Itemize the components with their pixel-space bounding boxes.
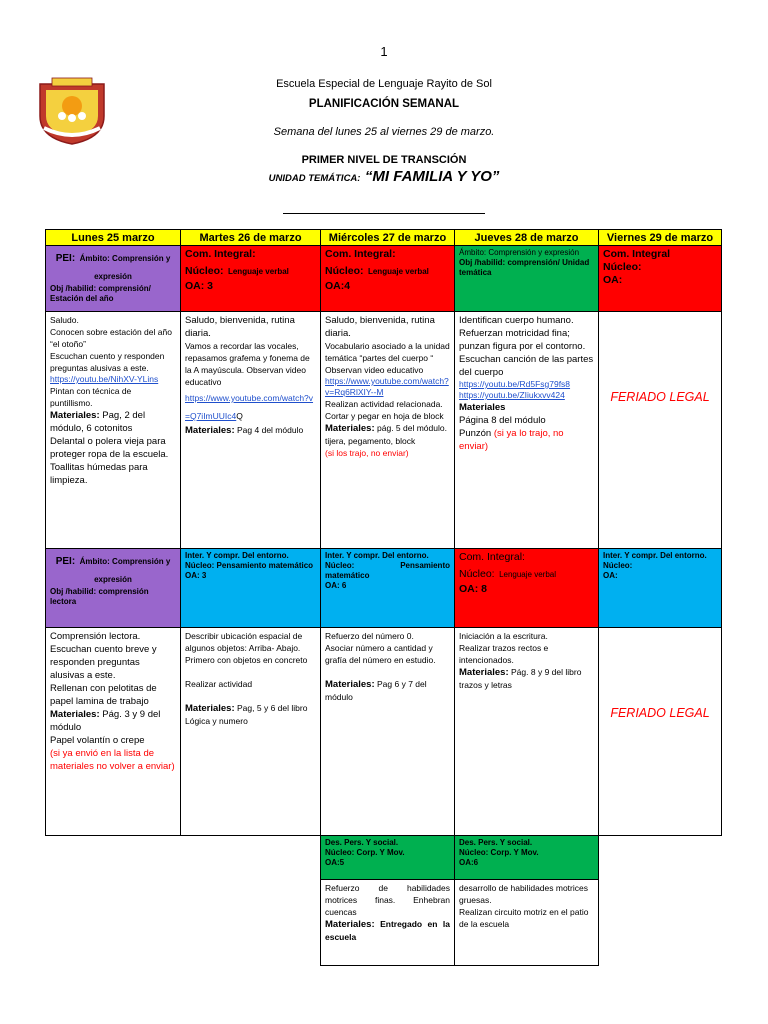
- activity-text: Rellenan con pelotitas de papel lamina de trabajo: [50, 683, 157, 707]
- holiday-label: FERIADO LEGAL: [610, 390, 710, 404]
- r3-thu-body: [454, 879, 599, 966]
- activity-text: Observan video educativo: [325, 365, 424, 375]
- video-link[interactable]: https://youtu.be/NihXV-YLins: [50, 374, 159, 384]
- activity-text: Escuchan canción de las partes del cuerpo: [459, 354, 594, 378]
- materials-label: Materiales:: [185, 425, 235, 436]
- materials-label: Materiales:: [325, 919, 375, 930]
- nucleo-label: Núcleo:: [459, 568, 495, 580]
- oa-label: OA:6: [459, 858, 479, 867]
- nucleo-label: Núcleo: Pensamiento matemático: [185, 561, 314, 570]
- note-red: (si ya envió en la lista de materiales no volver a enviar): [50, 748, 175, 772]
- r1-thu-body: [454, 311, 599, 549]
- r1-fri-body: [598, 311, 722, 549]
- oa-label: OA: 3: [185, 571, 207, 580]
- materials-text: Pag 4 del módulo: [237, 425, 304, 435]
- day-header-thu: Jueves 28 de marzo: [454, 229, 599, 246]
- activity-text: Toallitas húmedas para limpieza.: [50, 462, 148, 486]
- materials-label: Materiales:: [459, 667, 509, 678]
- materials-label: Materiales: [459, 402, 506, 413]
- video-link[interactable]: https://www.youtube.com/watch?v=Q7iImUUIc4: [185, 393, 314, 421]
- nucleo-label: Núcleo:: [603, 261, 642, 273]
- oa-label: OA:4: [325, 280, 351, 292]
- activity-text: Vamos a recordar las vocales, repasamos grafema y fonema de la A mayúscula. Observan video educativo: [185, 341, 310, 387]
- page-number: 1: [380, 44, 388, 59]
- area-label: Com. Integral:: [325, 248, 396, 260]
- activity-text: Página 8 del módulo: [459, 415, 546, 426]
- materials-label: Materiales:: [185, 703, 235, 714]
- area-label: Inter. Y compr. Del entorno.: [603, 551, 707, 560]
- nucleo-label: Núcleo: Corp. Y Mov.: [459, 848, 539, 857]
- activity-text: Refuerzo de habilidades motrices finas. Enhebran cuencas: [325, 883, 450, 917]
- ambito-label: Ámbito: Comprensión y expresión: [79, 557, 171, 584]
- pei-label: PEI:: [55, 253, 76, 264]
- r2-thu-body: [454, 627, 599, 836]
- activity-text: Punzón: [459, 428, 492, 439]
- nucleo-label: Núcleo: Pensamiento matemático: [325, 561, 450, 580]
- r2-mon-body: [45, 627, 181, 836]
- materials-text: Pag 6 y 7 del módulo: [325, 679, 427, 702]
- nucleo-label: Núcleo:: [325, 265, 364, 277]
- activity-text: Papel volantín o crepe: [50, 735, 145, 746]
- day-header-wed: Miércoles 27 de marzo: [320, 229, 455, 246]
- nucleo-label: Núcleo: Corp. Y Mov.: [325, 848, 405, 857]
- materials-text: Pag, 2 del módulo, 6 cotonitos: [50, 410, 146, 434]
- r1-mon-head: [45, 245, 181, 312]
- r1-thu-head: [454, 245, 599, 312]
- activity-text: Saludo, bienvenida, rutina diaria.: [325, 315, 435, 339]
- objective-label: Obj /habilid: comprensión/ Unidad temática: [459, 258, 590, 277]
- nucleo-label: Núcleo:: [603, 561, 633, 570]
- r2-fri-body: [598, 627, 722, 836]
- r2-thu-head: [454, 548, 599, 628]
- activity-text: Saludo, bienvenida, rutina diaria.: [185, 315, 295, 339]
- activity-text: Realizar trazos rectos e intencionados.: [459, 643, 549, 665]
- song-link-1[interactable]: https://youtu.be/Rd5Fsg79fs8: [459, 379, 571, 389]
- unit-line: [0, 168, 768, 186]
- oa-label: OA: 6: [325, 581, 347, 590]
- activity-text: Saludo.: [50, 315, 79, 325]
- doc-title: PLANIFICACIÓN SEMANAL: [308, 98, 460, 110]
- r1-tue-head: [180, 245, 321, 312]
- oa-label: OA: 3: [185, 280, 214, 292]
- activity-text: Describir ubicación espacial de algunos objetos: Arriba- Abajo. Primero con objetos en concreto: [185, 631, 308, 665]
- r3-wed-body: [320, 879, 455, 966]
- area-label: Com. Integral:: [185, 248, 256, 260]
- materials-text: Pág. 8 y 9 del libro trazos y letras: [459, 667, 582, 690]
- activity-text: Vocabulario asociado a la unidad temática “partes del cuerpo “: [325, 341, 450, 363]
- oa-label: OA: 8: [459, 583, 488, 595]
- nucleo-label: Núcleo:: [185, 265, 224, 277]
- unit-label: UNIDAD TEMÁTICA:: [268, 173, 361, 184]
- r1-wed-body: [320, 311, 455, 549]
- unit-name: “MI FAMILIA Y YO”: [364, 168, 500, 185]
- materials-label: Materiales:: [325, 423, 375, 434]
- area-label: Inter. Y compr. Del entorno.: [185, 551, 289, 560]
- day-header-mon: Lunes 25 marzo: [45, 229, 181, 246]
- materials-label: Materiales:: [50, 709, 100, 720]
- day-header-tue: Martes 26 de marzo: [180, 229, 321, 246]
- r3-thu-head: [454, 835, 599, 880]
- activity-text: Refuerzo del número 0.: [325, 631, 414, 641]
- materials-text: Pág. 3 y 9 del módulo: [50, 709, 161, 733]
- divider-line: [283, 213, 485, 214]
- activity-text: Escuchan cuento breve y responden preguntas alusivas a este.: [50, 644, 157, 681]
- materials-text: pág. 5 del módulo.: [377, 423, 447, 433]
- activity-text: Iniciación a la escritura.: [459, 631, 548, 641]
- school-name: Escuela Especial de Lenguaje Rayito de Sol: [276, 78, 492, 90]
- r3-wed-head: [320, 835, 455, 880]
- activity-text: Realizar actividad: [185, 679, 253, 689]
- oa-label: OA:5: [325, 858, 345, 867]
- nucleo-value: Lenguaje verbal: [227, 267, 289, 276]
- activity-text: Escuchan cuento y responden preguntas alusivas a este.: [50, 351, 165, 373]
- materials-label: Materiales:: [325, 679, 375, 690]
- activity-text: Delantal o polera vieja para proteger ropa de la escuela.: [50, 436, 169, 460]
- r1-wed-head: [320, 245, 455, 312]
- area-label: Des. Pers. Y social.: [459, 838, 533, 847]
- oa-label: OA:: [603, 571, 618, 580]
- activity-text: Realizan circuito motriz en el patio de la escuela: [459, 907, 589, 929]
- activity-text: Pintan con técnica de puntillismo.: [50, 386, 132, 408]
- area-label: Des. Pers. Y social.: [325, 838, 399, 847]
- objective-label: Obj /habilid: comprensión lectora: [50, 587, 149, 606]
- r1-fri-head: [598, 245, 722, 312]
- materials-text: Entregado en la escuela: [325, 919, 450, 942]
- r1-tue-body: [180, 311, 321, 549]
- activity-text: Asociar número a cantidad y grafía del número en estudio.: [325, 643, 436, 665]
- link-tail: Q: [236, 411, 243, 421]
- day-header-fri: Viernes 29 de marzo: [598, 229, 722, 246]
- activity-text: desarrollo de habilidades motrices gruesas.: [459, 883, 588, 905]
- video-link[interactable]: https://www.youtube.com/watch?v=Rq6RlXIY--M: [325, 376, 449, 397]
- materials-label: Materiales:: [50, 410, 100, 421]
- nucleo-value: Lenguaje verbal: [367, 267, 429, 276]
- note-red: (si ya lo trajo, no enviar): [459, 428, 564, 452]
- activity-text: Identifican cuerpo humano. Refuerzan motricidad fina; punzan figura por el contorno.: [459, 315, 586, 352]
- activity-text: tijera, pegamento, block: [325, 436, 416, 446]
- ambito-label: Ámbito: Comprensión y expresión: [459, 248, 580, 257]
- r2-wed-head: [320, 548, 455, 628]
- activity-text: Realizan actividad relacionada. Cortar y pegar en hoja de block: [325, 399, 444, 421]
- materials-text: Pag, 5 y 6 del libro Lógica y numero: [185, 703, 308, 726]
- nucleo-value: Lenguaje verbal: [499, 570, 556, 579]
- area-label: Inter. Y compr. Del entorno.: [325, 551, 429, 560]
- holiday-label: FERIADO LEGAL: [610, 706, 710, 720]
- r2-tue-head: [180, 548, 321, 628]
- activity-text: Conocen sobre estación del año “el otoño”: [50, 327, 172, 349]
- area-label: Com. Integral:: [459, 551, 525, 563]
- song-link-2[interactable]: https://youtu.be/ZIiukxvv424: [459, 390, 565, 400]
- r2-wed-body: [320, 627, 455, 836]
- note-red: (si los trajo, no enviar): [325, 448, 409, 458]
- area-label: Com. Integral: [603, 248, 671, 260]
- r2-mon-head: [45, 548, 181, 628]
- objective-label: Obj /habilid: comprensión/ Estación del año: [50, 284, 151, 303]
- ambito-label: Ámbito: Comprensión y expresión: [79, 254, 171, 281]
- r1-mon-body: [45, 311, 181, 549]
- activity-text: Comprensión lectora.: [50, 631, 141, 642]
- r2-tue-body: [180, 627, 321, 836]
- r2-fri-head: [598, 548, 722, 628]
- pei-label: PEI:: [55, 556, 76, 567]
- week-range: Semana del lunes 25 al viernes 29 de marzo.: [273, 126, 495, 138]
- level-title: PRIMER NIVEL DE TRANSCIÓN: [301, 154, 467, 166]
- oa-label: OA:: [603, 274, 623, 286]
